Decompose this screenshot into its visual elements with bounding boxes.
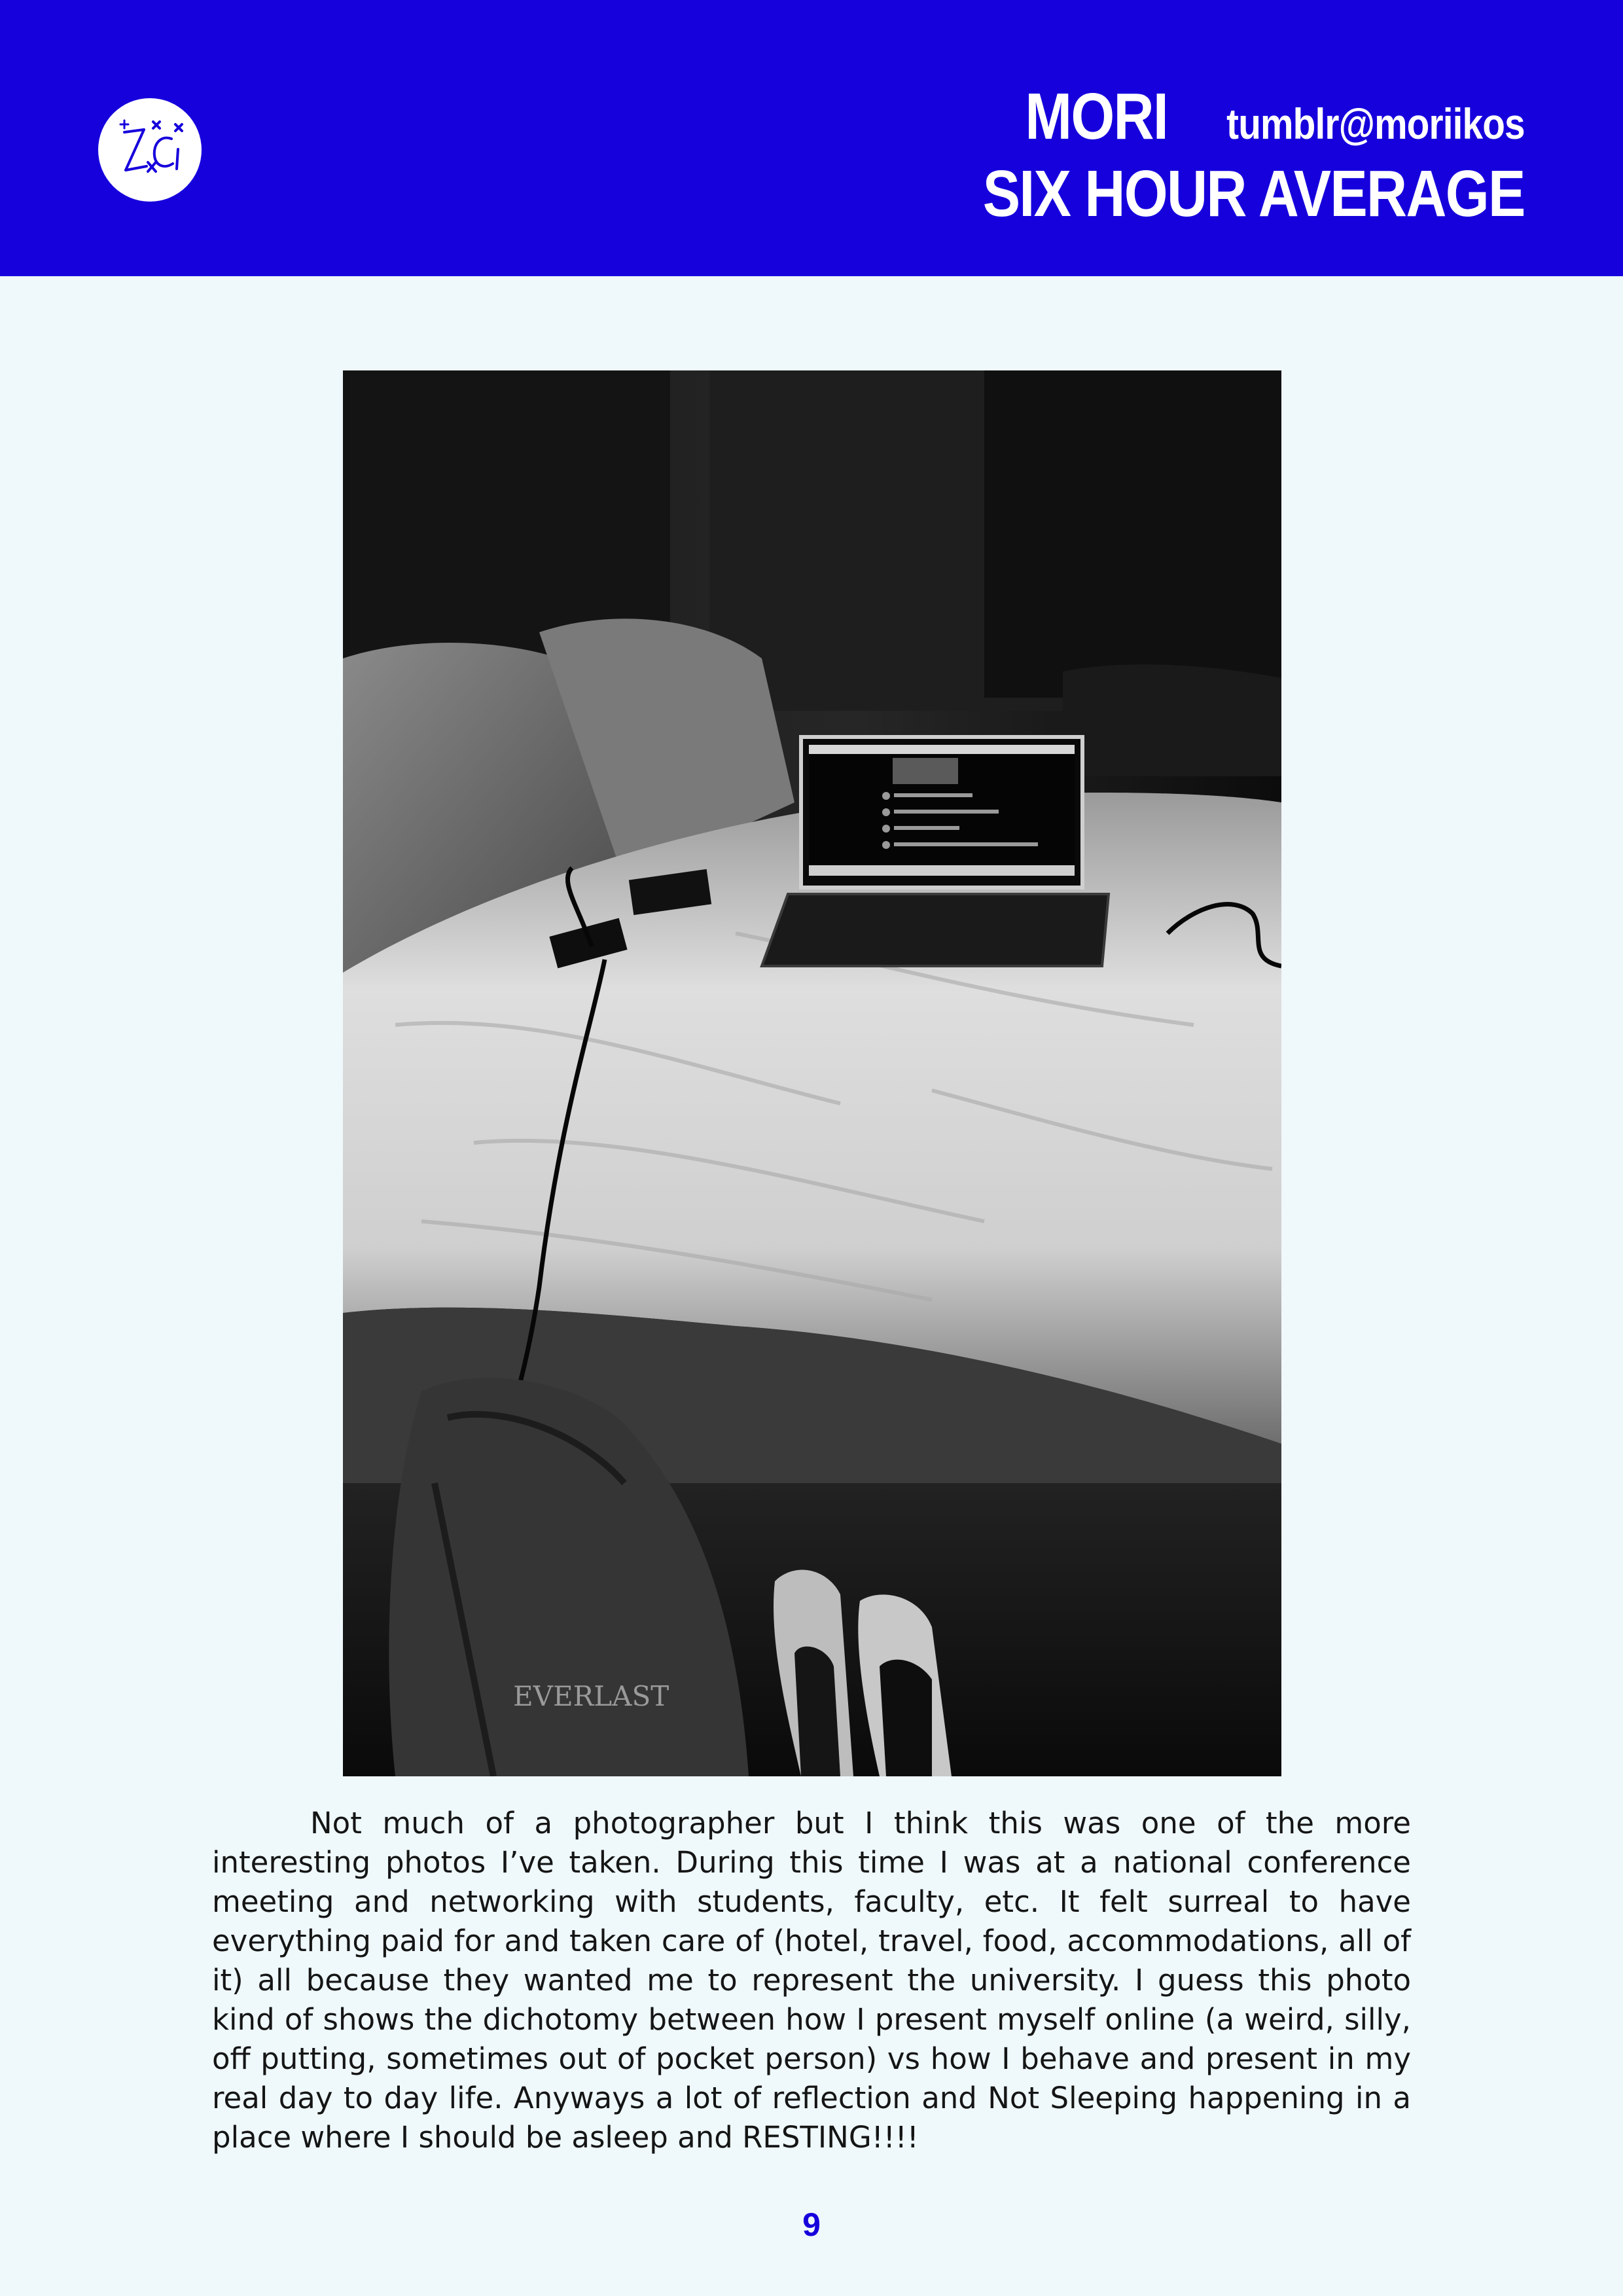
zci-logo-icon (98, 98, 202, 202)
bag-brand-label: EVERLAST (513, 1680, 669, 1712)
author-name: MORI (1025, 80, 1168, 153)
page-number: 9 (802, 2206, 821, 2243)
zine-title: SIX HOUR AVERAGE (983, 157, 1525, 230)
body-paragraph: Not much of a photographer but I think this was one of the more interesting photos I’ve taken. During this time I was at a national conference meeting and networking with students, faculty, etc. It felt surreal to have everything paid for and taken care of (hotel, travel, food, accommodations, all of it) all because they wanted me to represent the university. I guess this photo kind of shows the dichotomy between how I present myself online (a weird, silly, off putting, sometimes out of pocket person) vs how I behave and present in my real day to day life. Anyways a lot of reflection and Not Sleeping happening in a place where I should be asleep and RESTING!!!! (212, 1806, 1411, 2155)
photo-bed-laptop (343, 370, 1281, 1776)
title-block (895, 80, 1525, 230)
author-handle: tumblr@moriikos (1226, 99, 1525, 148)
header-banner (0, 0, 1623, 276)
